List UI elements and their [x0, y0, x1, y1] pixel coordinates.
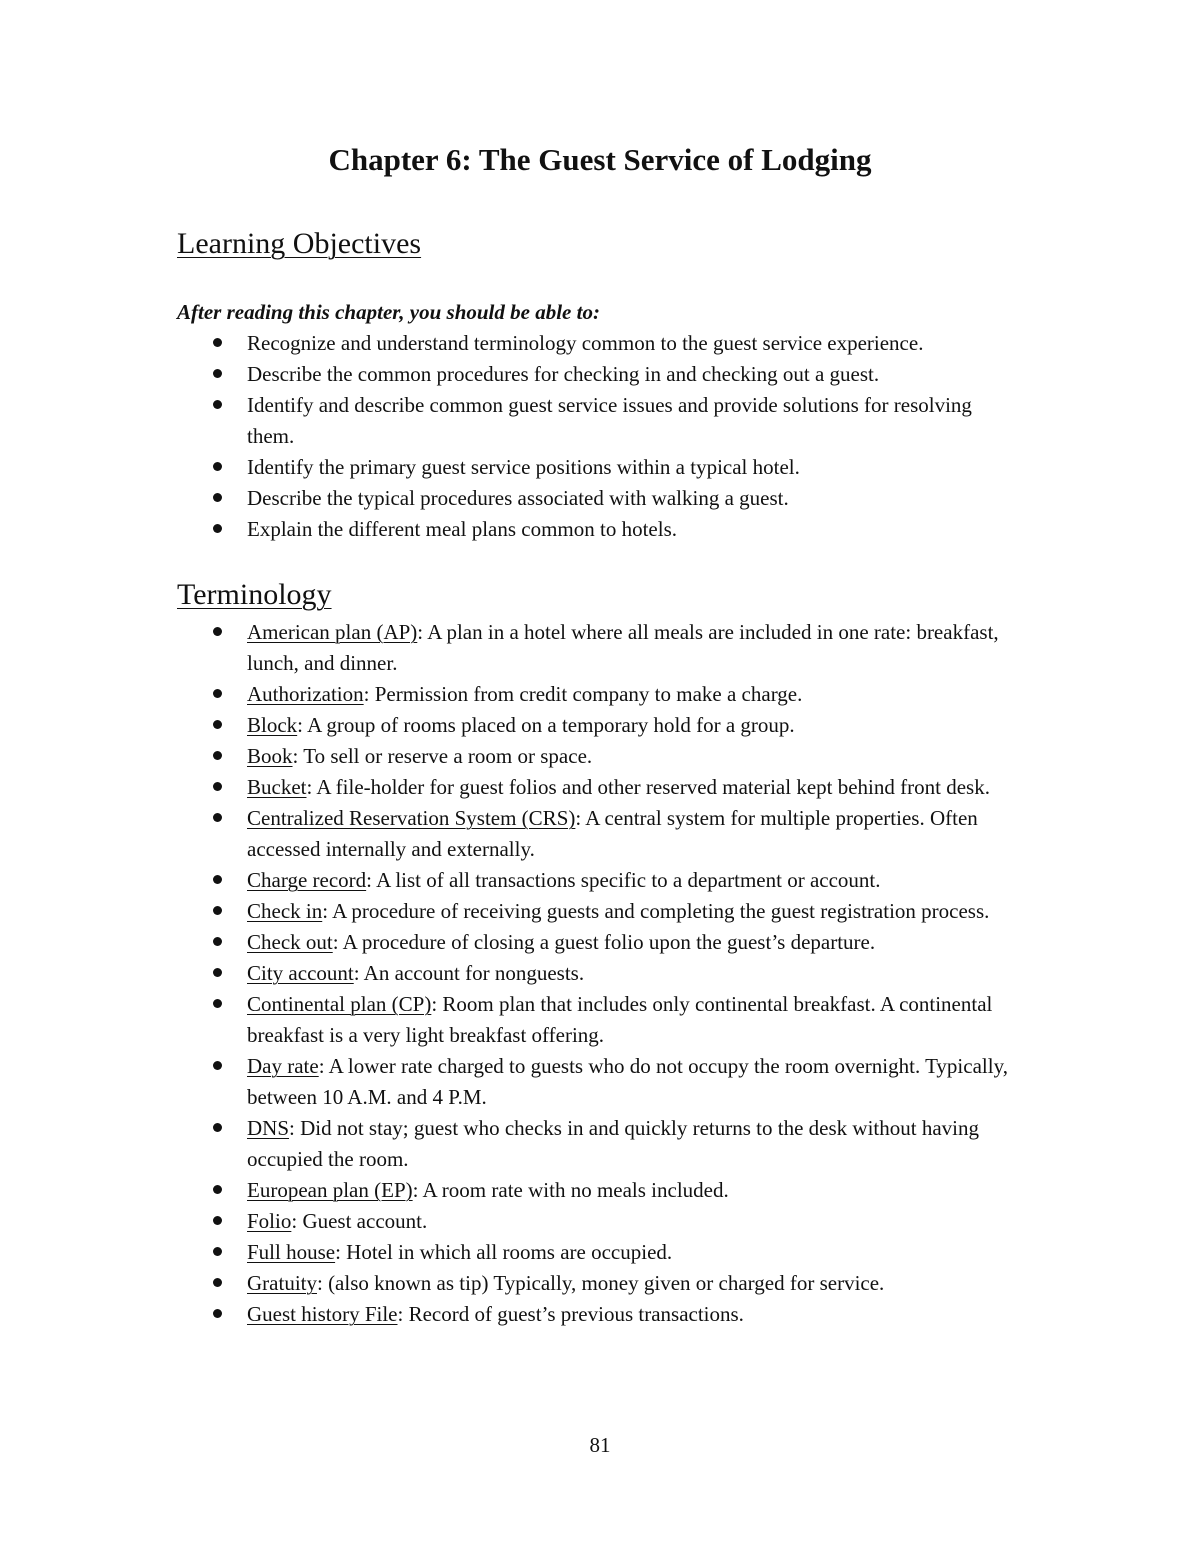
term-name: City account — [247, 961, 354, 985]
term-definition: : A group of rooms placed on a temporary hold for a group. — [297, 713, 795, 737]
bullet-icon — [213, 462, 222, 471]
term-name: Guest history File — [247, 1302, 398, 1326]
term-name: Folio — [247, 1209, 292, 1233]
terminology-heading: Terminology — [177, 578, 332, 611]
terminology-item — [177, 927, 1017, 958]
term-name: DNS — [247, 1116, 290, 1140]
bullet-icon — [213, 400, 222, 409]
terminology-item — [177, 1268, 1017, 1299]
term-name: Bucket — [247, 775, 307, 799]
term-name: European plan (EP) — [247, 1178, 413, 1202]
term-definition: : A plan in a hotel where all meals are included in one rate: breakfast, lunch, and dinner. — [247, 620, 999, 675]
bullet-icon — [213, 751, 222, 760]
bullet-icon — [213, 1185, 222, 1194]
terminology-item — [177, 1113, 1017, 1175]
bullet-icon — [213, 1216, 222, 1225]
term-name: Charge record — [247, 868, 367, 892]
term-definition: : To sell or reserve a room or space. — [292, 744, 593, 768]
terminology-item — [177, 679, 1017, 710]
term-name: Check in — [247, 899, 323, 923]
term-definition: : (also known as tip) Typically, money given or charged for service. — [316, 1271, 885, 1295]
terminology-item — [177, 989, 1017, 1051]
terminology-item — [177, 772, 1017, 803]
terminology-item — [177, 741, 1017, 772]
terminology-item — [177, 1237, 1017, 1268]
bullet-icon — [213, 720, 222, 729]
bullet-icon — [213, 1247, 222, 1256]
objective-text: Identify the primary guest service positions within a typical hotel. — [247, 455, 800, 479]
terminology-item — [177, 803, 1017, 865]
page-number: 81 — [589, 1433, 611, 1457]
objectives-intro: After reading this chapter, you should be able to: — [177, 300, 600, 324]
bullet-icon — [213, 689, 222, 698]
objective-item — [177, 514, 1017, 545]
bullet-icon — [213, 627, 222, 636]
objective-item — [177, 452, 1017, 483]
bullet-icon — [213, 1061, 222, 1070]
bullet-icon — [213, 1123, 222, 1132]
term-definition: : Record of guest’s previous transactions. — [397, 1302, 744, 1326]
terminology-item — [177, 617, 1017, 679]
term-definition: : A lower rate charged to guests who do not occupy the room overnight. Typically, between 10 A.M. and 4 P.M. — [247, 1054, 1008, 1109]
term-name: Day rate — [247, 1054, 319, 1078]
objective-item — [177, 390, 1017, 452]
objective-text: Describe the typical procedures associated with walking a guest. — [247, 486, 789, 510]
terminology-item — [177, 1299, 1017, 1330]
bullet-icon — [213, 338, 222, 347]
term-name: Full house — [247, 1240, 336, 1264]
term-name: Centralized Reservation System (CRS) — [247, 806, 576, 830]
terminology-item — [177, 865, 1017, 896]
term-definition: : A list of all transactions specific to a department or account. — [366, 868, 881, 892]
chapter-title: Chapter 6: The Guest Service of Lodging — [328, 142, 872, 177]
objectives-list — [177, 328, 1017, 545]
term-name: Check out — [247, 930, 333, 954]
terminology-item — [177, 1206, 1017, 1237]
term-name: Gratuity — [247, 1271, 317, 1295]
terminology-item — [177, 1175, 1017, 1206]
term-name: Continental plan (CP) — [247, 992, 432, 1016]
terminology-item — [177, 958, 1017, 989]
bullet-icon — [213, 906, 222, 915]
term-definition: : Guest account. — [291, 1209, 428, 1233]
term-definition: : A procedure of receiving guests and completing the guest registration process. — [322, 899, 990, 923]
objective-text: Recognize and understand terminology common to the guest service experience. — [247, 331, 924, 355]
objective-item — [177, 359, 1017, 390]
bullet-icon — [213, 782, 222, 791]
objective-item — [177, 328, 1017, 359]
bullet-icon — [213, 493, 222, 502]
term-definition: : An account for nonguests. — [353, 961, 585, 985]
objective-text: Identify and describe common guest service issues and provide solutions for resolving them. — [247, 393, 972, 448]
term-definition: : Hotel in which all rooms are occupied. — [335, 1240, 673, 1264]
term-definition: : Permission from credit company to make a charge. — [363, 682, 803, 706]
objective-text: Explain the different meal plans common to hotels. — [247, 517, 678, 541]
bullet-icon — [213, 1278, 222, 1287]
term-definition: : A procedure of closing a guest folio upon the guest’s departure. — [332, 930, 876, 954]
objective-item — [177, 483, 1017, 514]
bullet-icon — [213, 937, 222, 946]
bullet-icon — [213, 999, 222, 1008]
bullet-icon — [213, 875, 222, 884]
term-definition: : Did not stay; guest who checks in and quickly returns to the desk without having occupied the room. — [247, 1116, 979, 1171]
objective-text: Describe the common procedures for checking in and checking out a guest. — [247, 362, 880, 386]
terminology-item — [177, 710, 1017, 741]
term-name: American plan (AP) — [247, 620, 418, 644]
bullet-icon — [213, 813, 222, 822]
bullet-icon — [213, 1309, 222, 1318]
term-name: Authorization — [247, 682, 364, 706]
bullet-icon — [213, 369, 222, 378]
terminology-item — [177, 896, 1017, 927]
terminology-list — [177, 617, 1017, 1330]
term-definition: : A central system for multiple properties. Often accessed internally and externally. — [247, 806, 978, 861]
term-definition: : A file-holder for guest folios and other reserved material kept behind front desk. — [306, 775, 990, 799]
terminology-item — [177, 1051, 1017, 1113]
term-definition: : A room rate with no meals included. — [412, 1178, 729, 1202]
term-name: Book — [247, 744, 293, 768]
term-definition: : Room plan that includes only continental breakfast. A continental breakfast is a very light breakfast offering. — [247, 992, 993, 1047]
learning-objectives-heading: Learning Objectives — [177, 227, 422, 260]
bullet-icon — [213, 524, 222, 533]
term-name: Block — [247, 713, 298, 737]
bullet-icon — [213, 968, 222, 977]
